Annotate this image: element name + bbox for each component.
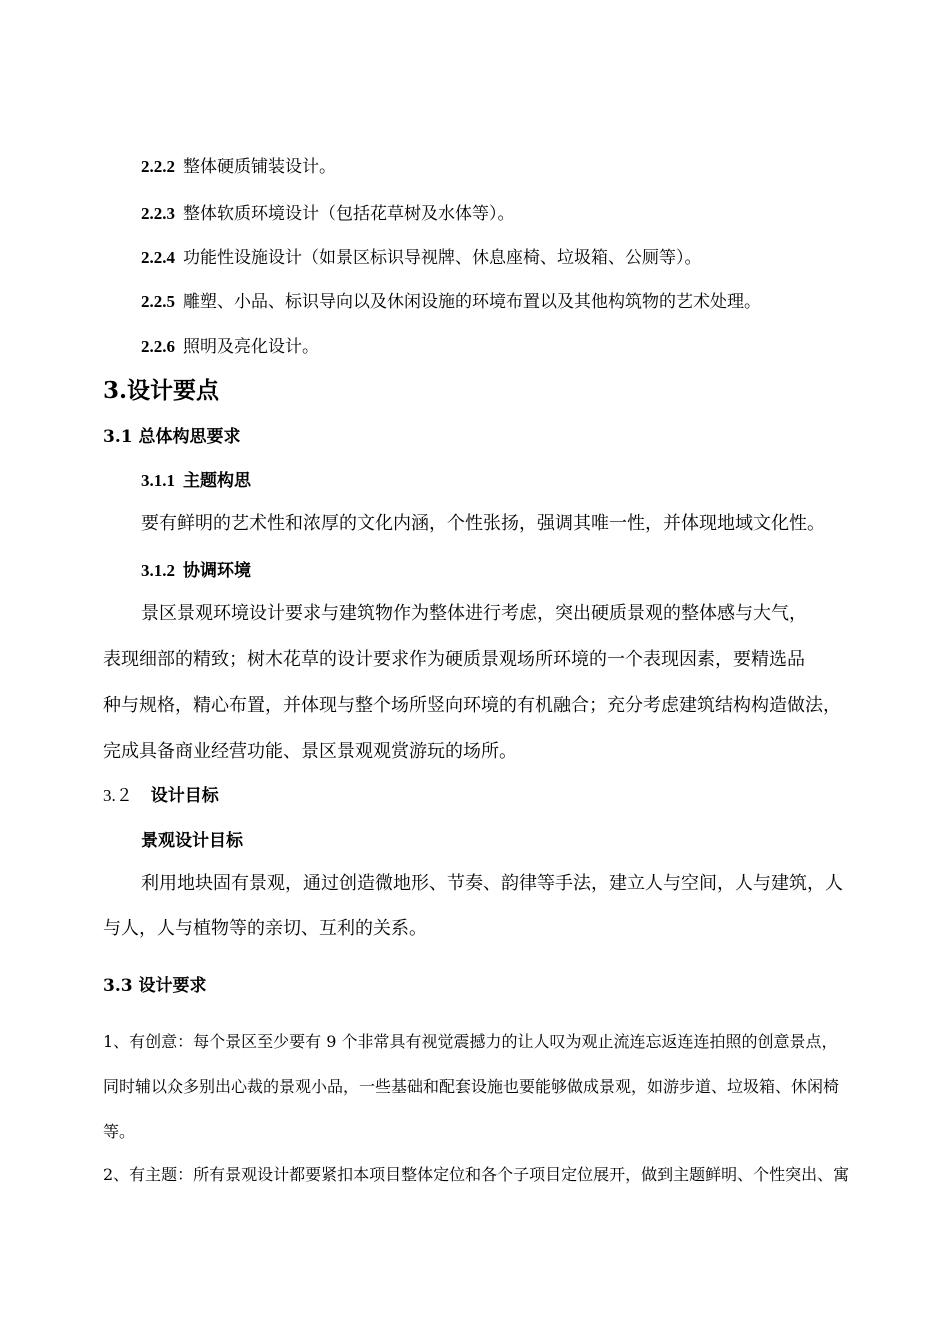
requirement-line: 同时辅以众多别出心裁的景观小品，一些基础和配套设施也要能够做成景观，如游步道、垃圾箱、休闲椅 [103, 1077, 840, 1096]
section-3-3-heading: 3.3 设计要求 [103, 976, 207, 996]
item-text: 整体软质环境设计（包括花草树及水体等）。 [183, 204, 515, 224]
heading-text: 主题构思 [183, 471, 251, 491]
section-3-2-subheading: 景观设计目标 [141, 831, 243, 851]
paragraph-line: 表现细部的精致；树木花草的设计要求作为硬质景观场所环境的一个表现因素，要精选品 [103, 649, 805, 670]
paragraph-line: 与人，人与植物等的亲切、互利的关系。 [103, 918, 427, 939]
paragraph-line: 种与规格，精心布置，并体现与整个场所竖向环境的有机融合；充分考虑建筑结构构造做法， [103, 695, 841, 716]
section-3-1-2-heading [141, 556, 251, 581]
item-2-2-2 [141, 152, 336, 177]
item-number: 2.2.3 [141, 204, 175, 223]
item-text: 照明及亮化设计。 [183, 337, 319, 357]
item-number: 2.2.5 [141, 292, 175, 311]
item-text: 整体硬质铺装设计。 [183, 157, 336, 177]
item-number: 2.2.4 [141, 248, 175, 267]
item-2-2-3 [141, 199, 515, 224]
paragraph-line: 景区景观环境设计要求与建筑物作为整体进行考虑，突出硬质景观的整体感与大气， [141, 603, 807, 624]
item-number: 2.2.2 [141, 157, 175, 176]
requirement-line: 等。 [103, 1122, 136, 1141]
item-2-2-4 [141, 243, 702, 268]
paragraph-line: 完成具备商业经营功能、景区景观观赏游玩的场所。 [103, 741, 517, 762]
section-3-heading: 3.设计要点 [103, 377, 220, 404]
paragraph-line: 利用地块固有景观，通过创造微地形、节奏、韵律等手法，建立人与空间，人与建筑，人 [141, 873, 843, 894]
section-3-1-heading: 3.1 总体构思要求 [103, 427, 241, 447]
heading-number: 3.1.1 [141, 471, 175, 490]
heading-number: 3.２ [103, 786, 133, 805]
item-2-2-6 [141, 332, 319, 357]
heading-text: 设计目标 [150, 786, 219, 806]
section-3-2-heading [103, 781, 219, 806]
heading-number: 3.1.2 [141, 561, 175, 580]
heading-text: 协调环境 [183, 561, 251, 581]
section-3-1-1-paragraph: 要有鲜明的艺术性和浓厚的文化内涵，个性张扬，强调其唯一性，并体现地域文化性。 [141, 513, 825, 534]
item-text: 功能性设施设计（如景区标识导视牌、休息座椅、垃圾箱、公厕等）。 [183, 248, 702, 268]
item-2-2-5 [141, 287, 761, 312]
section-3-1-1-heading [141, 466, 251, 491]
requirement-line: 1、有创意：每个景区至少要有 9 个非常具有视觉震撼力的让人叹为观止流连忘返连连拍照的创意景点， [103, 1032, 838, 1051]
item-text: 雕塑、小品、标识导向以及休闲设施的环境布置以及其他构筑物的艺术处理。 [183, 292, 761, 312]
requirement-line: 2、有主题：所有景观设计都要紧扣本项目整体定位和各个子项目定位展开，做到主题鲜明、个性突出、寓 [103, 1165, 850, 1184]
item-number: 2.2.6 [141, 337, 175, 356]
